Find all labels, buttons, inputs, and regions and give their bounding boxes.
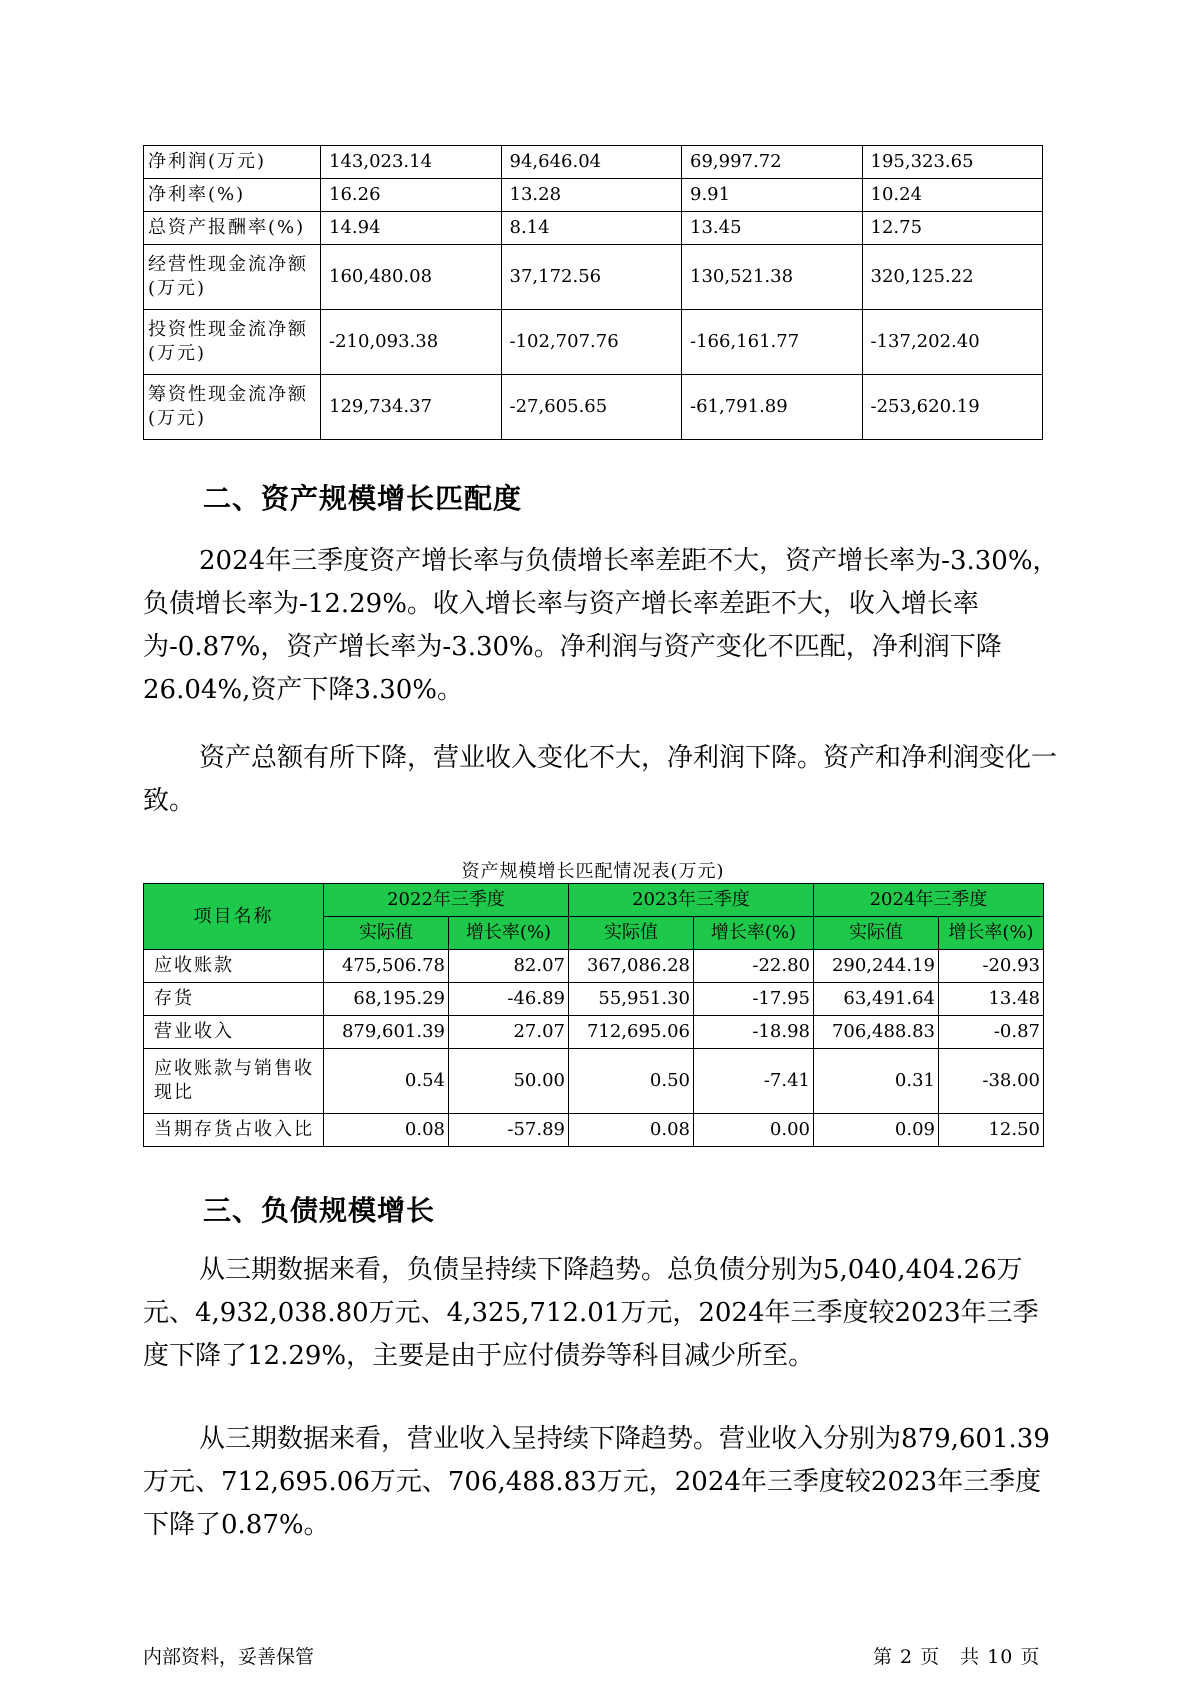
table-cell: 143,023.14	[321, 146, 502, 179]
table-caption: 资产规模增长匹配情况表(万元)	[461, 861, 725, 882]
table-row	[144, 245, 1043, 310]
table-cell: 0.50	[569, 1049, 694, 1114]
table-cell: 68,195.29	[324, 983, 449, 1016]
footer-confidential-note: 内部资料，妥善保管	[143, 1646, 315, 1668]
table-cell: 37,172.56	[501, 245, 682, 310]
table-cell: 0.54	[324, 1049, 449, 1114]
table-cell: 0.09	[814, 1114, 939, 1147]
row-label: 投资性现金流净额(万元)	[144, 310, 321, 375]
table-cell: 475,506.78	[324, 950, 449, 983]
actual-value-header: 实际值	[814, 917, 939, 950]
row-label: 净利率(%)	[144, 179, 321, 212]
period-header: 2024年三季度	[814, 884, 1044, 917]
row-label: 营业收入	[144, 1016, 324, 1049]
item-name-header: 项目名称	[144, 884, 324, 950]
table-cell: 0.31	[814, 1049, 939, 1114]
table-cell: -20.93	[939, 950, 1044, 983]
row-label: 当期存货占收入比	[144, 1114, 324, 1147]
row-label: 净利润(万元)	[144, 146, 321, 179]
table-cell: 130,521.38	[682, 245, 863, 310]
row-label: 存货	[144, 983, 324, 1016]
table-cell: 69,997.72	[682, 146, 863, 179]
table-cell: 290,244.19	[814, 950, 939, 983]
table-row	[144, 1016, 1044, 1049]
body-paragraph	[143, 540, 1063, 712]
row-label: 应收账款与销售收现比	[144, 1049, 324, 1114]
table-row	[144, 950, 1044, 983]
table-cell: -166,161.77	[682, 310, 863, 375]
table-cell: 195,323.65	[862, 146, 1043, 179]
table-cell: 9.91	[682, 179, 863, 212]
table-header-row	[144, 884, 1044, 917]
table-cell: -38.00	[939, 1049, 1044, 1114]
table-cell: -17.95	[694, 983, 814, 1016]
row-label: 经营性现金流净额(万元)	[144, 245, 321, 310]
table-row	[144, 146, 1043, 179]
table-cell: 55,951.30	[569, 983, 694, 1016]
table-row	[144, 212, 1043, 245]
table-cell: 82.07	[449, 950, 569, 983]
asset-growth-table	[143, 883, 1044, 1147]
footer-page-number: 第 2 页 共 10 页	[873, 1646, 1041, 1668]
financial-metrics-table	[143, 145, 1043, 440]
table-cell: 12.75	[862, 212, 1043, 245]
paragraph-text: 从三期数据来看，负债呈持续下降趋势。总负债分别为5,040,404.26万元、4,932,038.80万元、4,325,712.01万元，2024年三季度较2023年三季度下降了12.29%，主要是由于应付债券等科目减少所至。	[143, 1255, 1039, 1371]
table-cell: 50.00	[449, 1049, 569, 1114]
table-cell: -137,202.40	[862, 310, 1043, 375]
table-cell: 0.00	[694, 1114, 814, 1147]
table-row	[144, 179, 1043, 212]
table-cell: 10.24	[862, 179, 1043, 212]
row-label: 应收账款	[144, 950, 324, 983]
table-cell: 712,695.06	[569, 1016, 694, 1049]
table-cell: 16.26	[321, 179, 502, 212]
table-row	[144, 983, 1044, 1016]
table-cell: 12.50	[939, 1114, 1044, 1147]
table-cell: -210,093.38	[321, 310, 502, 375]
actual-value-header: 实际值	[569, 917, 694, 950]
table-cell: -102,707.76	[501, 310, 682, 375]
growth-rate-header: 增长率(%)	[939, 917, 1044, 950]
table-cell: 8.14	[501, 212, 682, 245]
row-label: 筹资性现金流净额(万元)	[144, 375, 321, 440]
table-cell: 320,125.22	[862, 245, 1043, 310]
table-cell: 160,480.08	[321, 245, 502, 310]
table-cell: 367,086.28	[569, 950, 694, 983]
body-paragraph	[143, 1418, 1063, 1547]
table-cell: 879,601.39	[324, 1016, 449, 1049]
table-row	[144, 310, 1043, 375]
paragraph-text: 从三期数据来看，营业收入呈持续下降趋势。营业收入分别为879,601.39万元、712,695.06万元、706,488.83万元，2024年三季度较2023年三季度下降了0.87%。	[143, 1424, 1050, 1540]
section-heading: 三、负债规模增长	[203, 1194, 436, 1227]
paragraph-text: 资产总额有所下降，营业收入变化不大，净利润下降。资产和净利润变化一致。	[143, 743, 1058, 816]
period-header: 2022年三季度	[324, 884, 569, 917]
table-cell: 13.28	[501, 179, 682, 212]
growth-rate-header: 增长率(%)	[694, 917, 814, 950]
table-cell: -22.80	[694, 950, 814, 983]
table-row	[144, 1114, 1044, 1147]
actual-value-header: 实际值	[324, 917, 449, 950]
table-cell: 13.45	[682, 212, 863, 245]
body-paragraph	[143, 1249, 1063, 1378]
table-cell: -46.89	[449, 983, 569, 1016]
table-cell: 706,488.83	[814, 1016, 939, 1049]
table-cell: 94,646.04	[501, 146, 682, 179]
table-cell: 0.08	[324, 1114, 449, 1147]
growth-rate-header: 增长率(%)	[449, 917, 569, 950]
body-paragraph	[143, 737, 1063, 823]
section-heading: 二、资产规模增长匹配度	[203, 482, 523, 515]
table-cell: -18.98	[694, 1016, 814, 1049]
table-cell: -61,791.89	[682, 375, 863, 440]
table-cell: 0.08	[569, 1114, 694, 1147]
table-cell: -253,620.19	[862, 375, 1043, 440]
period-header: 2023年三季度	[569, 884, 814, 917]
row-label: 总资产报酬率(%)	[144, 212, 321, 245]
table-cell: 14.94	[321, 212, 502, 245]
table-row	[144, 375, 1043, 440]
table-cell: 13.48	[939, 983, 1044, 1016]
table-cell: 27.07	[449, 1016, 569, 1049]
table-cell: -27,605.65	[501, 375, 682, 440]
table-cell: -57.89	[449, 1114, 569, 1147]
table-row	[144, 1049, 1044, 1114]
table-cell: 129,734.37	[321, 375, 502, 440]
table-cell: 63,491.64	[814, 983, 939, 1016]
table-cell: -7.41	[694, 1049, 814, 1114]
table-cell: -0.87	[939, 1016, 1044, 1049]
paragraph-text: 2024年三季度资产增长率与负债增长率差距不大，资产增长率为-3.30%，负债增长率为-12.29%。收入增长率与资产增长率差距不大，收入增长率为-0.87%，资产增长率为-3.30%。净利润与资产变化不匹配，净利润下降26.04%,资产下降3.30%。	[143, 546, 1059, 705]
